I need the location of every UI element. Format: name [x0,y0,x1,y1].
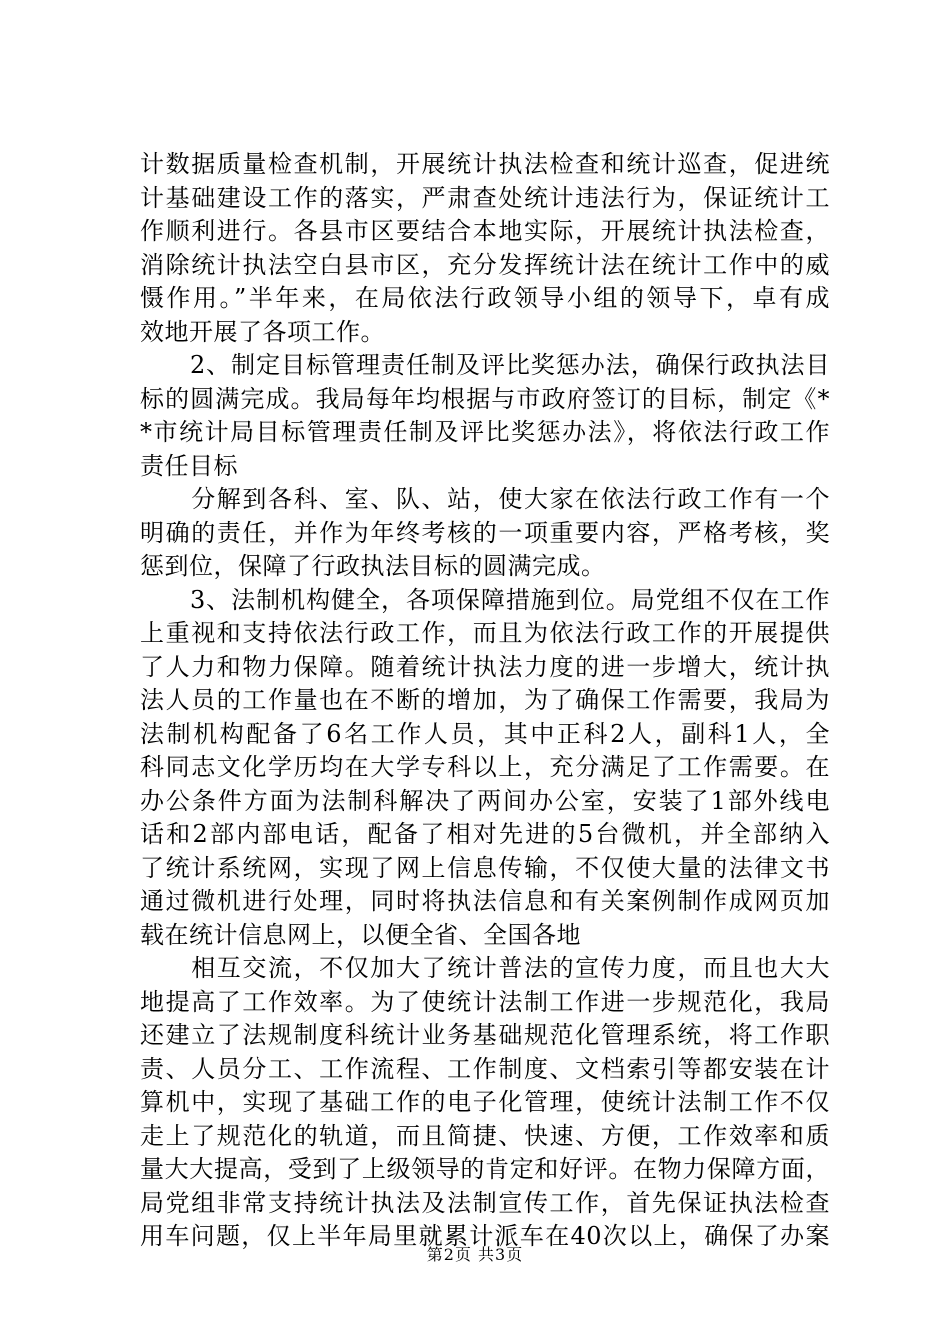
text-line: 载在统计信息网上，以便全省、全国各地 [140,920,581,949]
text-line: 了人力和物力保障。随着统计执法力度的进一步增大，统计执 [140,652,830,681]
text-line: 通过微机进行处理，同时将执法信息和有关案例制作成网页加 [140,887,830,915]
page-number-footer: 第2页 共3页 [426,1245,524,1264]
text-line: 效地开展了各项工作。 [140,317,385,346]
text-line: 标的圆满完成。我局每年均根据与市政府签订的目标，制定《* [140,384,830,413]
text-line: 局党组非常支持统计执法及法制宣传工作，首先保证执法检查 [140,1188,830,1217]
text-line: 惩到位，保障了行政执法目标的圆满完成。 [140,552,606,580]
text-line: 还建立了法规制度科统计业务基础规范化管理系统，将工作职 [140,1021,830,1049]
text-line: 了统计系统网，实现了网上信息传输，不仅使大量的法律文书 [140,853,830,882]
text-line: 法人员的工作量也在不断的增加，为了确保工作需要，我局为 [140,686,830,714]
text-line: 2、制定目标管理责任制及评比奖惩办法，确保行政执法目 [140,351,830,379]
text-line: 作顺利进行。各县市区要结合本地实际，开展统计执法检查， [140,217,830,245]
text-line: *市统计局目标管理责任制及评比奖惩办法》，将依法行政工作 [140,418,830,446]
text-line: 计数据质量检查机制，开展统计执法检查和统计巡查，促进统 [140,150,830,178]
text-line: 走上了规范化的轨道，而且简捷、快速、方便，工作效率和质 [140,1121,830,1150]
text-line: 3、法制机构健全，各项保障措施到位。局党组不仅在工作 [140,585,830,614]
text-line: 科同志文化学历均在大学专科以上，充分满足了工作需要。在 [140,753,830,781]
text-line: 明确的责任，并作为年终考核的一项重要内容，严格考核，奖 [140,518,830,547]
text-line: 相互交流，不仅加大了统计普法的宣传力度，而且也大大 [140,954,830,982]
text-line: 慑作用。”半年来，在局依法行政领导小组的领导下，卓有成 [140,284,830,312]
text-line: 算机中，实现了基础工作的电子化管理，使统计法制工作不仅 [140,1088,830,1116]
text-line: 法制机构配备了6名工作人员，其中正科2人，副科1人，全 [140,719,830,748]
text-line: 上重视和支持依法行政工作，而且为依法行政工作的开展提供 [140,619,830,647]
document-body [140,148,830,1254]
text-line: 量大大提高，受到了上级领导的肯定和好评。在物力保障方面， [140,1155,830,1183]
text-line: 用车问题，仅上半年局里就累计派车在40次以上，确保了办案 [140,1222,830,1250]
text-line: 话和2部内部电话，配备了相对先进的5台微机，并全部纳入 [140,820,830,848]
text-line: 责任目标 [140,451,238,480]
text-line: 计基础建设工作的落实，严肃查处统计违法行为，保证统计工 [140,183,830,212]
text-line: 办公条件方面为法制科解决了两间办公室，安装了1部外线电 [140,786,830,815]
text-line: 分解到各科、室、队、站，使大家在依法行政工作有一个 [140,485,830,513]
text-line: 地提高了工作效率。为了使统计法制工作进一步规范化，我局 [140,987,830,1016]
text-line: 消除统计执法空白县市区，充分发挥统计法在统计工作中的威 [140,250,830,279]
text-line: 责、人员分工、工作流程、工作制度、文档索引等都安装在计 [140,1054,830,1083]
